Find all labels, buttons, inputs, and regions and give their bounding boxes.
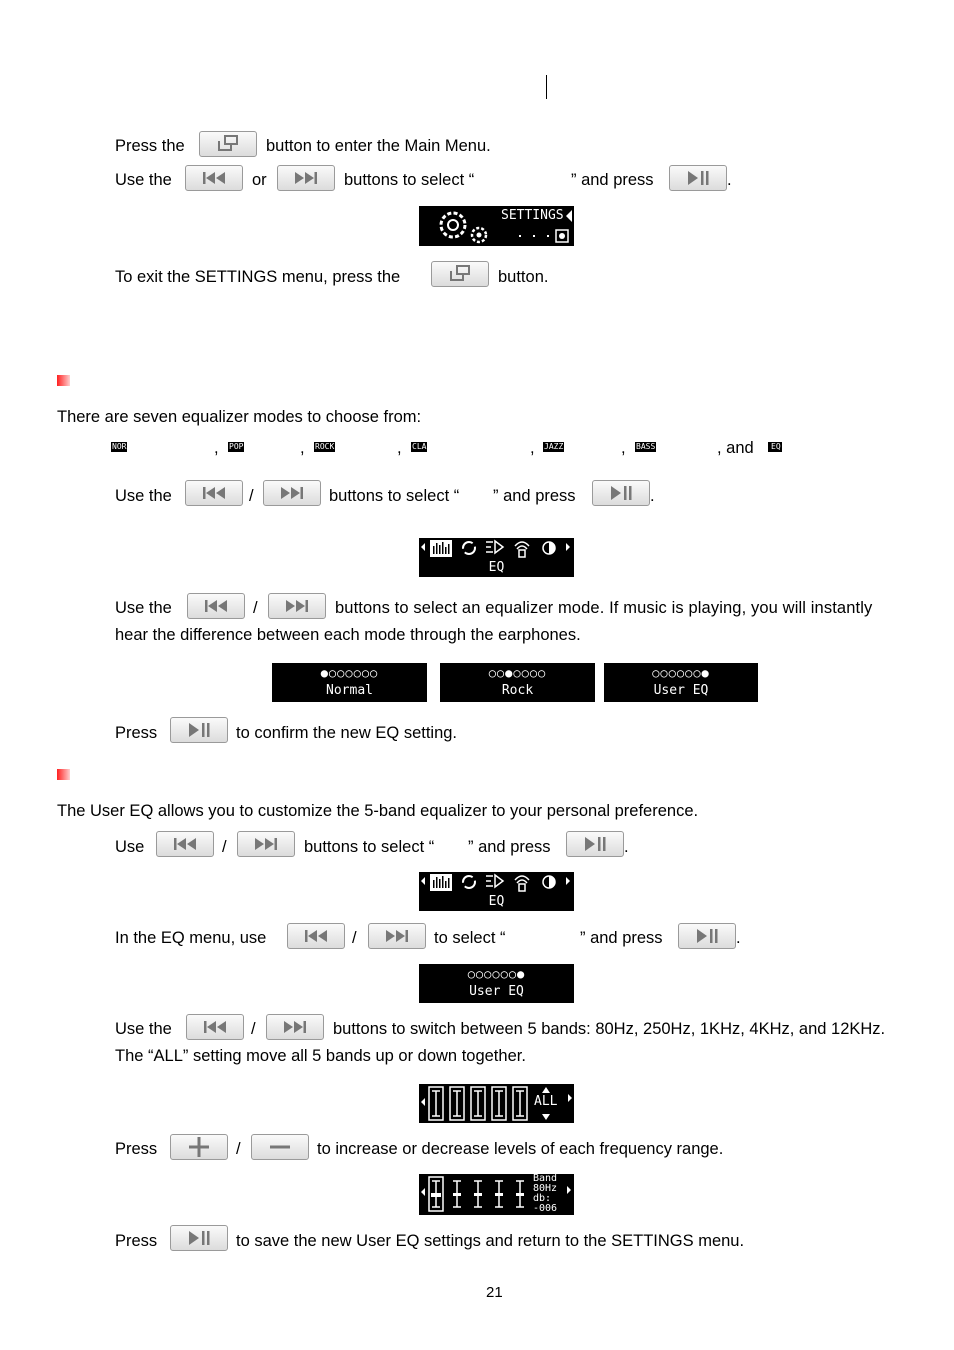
mode-dots: ○○○○○○● — [652, 666, 710, 680]
play-pause-icon — [186, 722, 212, 738]
mode-dots: ○○○○○○● — [467, 967, 526, 981]
line6-text: Press — [115, 724, 158, 742]
band-label: Band — [533, 1173, 558, 1184]
prev-button — [185, 165, 243, 191]
user-eq-screen — [419, 964, 574, 1003]
eq-menu-screen — [419, 872, 574, 911]
prev-icon — [202, 599, 230, 613]
mode-dots: ○○●○○○○ — [488, 666, 547, 680]
play-pause-icon — [694, 928, 720, 944]
mode-label: User EQ — [469, 984, 524, 999]
line2-or: or — [252, 171, 267, 189]
slash: / — [222, 838, 227, 856]
eq-screen-label: EQ — [488, 894, 505, 909]
play-pause-icon — [186, 1230, 212, 1246]
header-rule — [546, 75, 547, 99]
plus-button — [170, 1134, 228, 1160]
eq-intro-text: There are seven equalizer modes to choose from: — [57, 408, 422, 426]
eq-mode-chip: CLA — [412, 442, 427, 451]
line2-text: Use the — [115, 171, 172, 189]
line4-press: ” and press — [493, 487, 576, 505]
play-pause-button — [170, 1225, 228, 1251]
slash: / — [249, 487, 254, 505]
menu-icon — [216, 135, 240, 153]
eq-mode-chip: EQ — [768, 442, 782, 452]
line7-press: ” and press — [468, 838, 551, 856]
section-bullet-icon — [57, 375, 70, 386]
play-pause-icon — [685, 170, 711, 186]
prev-icon — [302, 929, 330, 943]
line3-text-post: button. — [498, 268, 549, 286]
band-80hz-screen — [419, 1174, 574, 1215]
prev-button — [156, 831, 214, 857]
eq-menu-icons — [419, 872, 574, 896]
section-bullet-icon — [57, 769, 70, 780]
menu-button-exit — [431, 261, 489, 287]
line8-select: to select “ — [434, 929, 506, 947]
line5-text: Use the — [115, 599, 172, 617]
line4-select: buttons to select “ — [329, 487, 460, 505]
next-button — [263, 480, 321, 506]
band-frequency: 80Hz — [533, 1183, 558, 1194]
mode-label: User EQ — [653, 683, 709, 698]
line8-text: In the EQ menu, use — [115, 929, 267, 947]
slash: / — [253, 599, 258, 617]
prev-button — [187, 593, 245, 619]
slash: / — [352, 929, 357, 947]
line9-text-post: buttons to switch between 5 bands: 80Hz, 250Hz, 1KHz, 4KHz, and 12KHz. — [333, 1020, 886, 1038]
line10-text-post: to increase or decrease levels of each frequency range. — [317, 1140, 724, 1158]
prev-button — [186, 1014, 244, 1040]
prev-icon — [200, 486, 228, 500]
next-button — [368, 923, 426, 949]
eq-mode-chip: POP — [229, 442, 244, 451]
line9-text: Use the — [115, 1020, 172, 1038]
line5-text-post: buttons to select an equalizer mode. If music is playing, you will instantly — [335, 599, 873, 617]
mode-screen-normal — [272, 663, 427, 702]
eq-menu-screen — [419, 538, 574, 577]
settings-screen-label: SETTINGS — [501, 208, 564, 223]
settings-screen — [419, 206, 574, 246]
mode-screen-user-eq — [604, 663, 758, 702]
eq-mode-chip: NOR — [112, 442, 127, 451]
prev-icon — [171, 837, 199, 851]
line2-select: buttons to select “ — [344, 171, 475, 189]
mode-dots: ●○○○○○○ — [320, 666, 379, 680]
play-pause-icon — [582, 836, 608, 852]
next-icon — [278, 486, 306, 500]
play-pause-button — [170, 717, 228, 743]
line11-text-post: to save the new User EQ settings and return to the SETTINGS menu. — [236, 1232, 745, 1250]
line5-text-cont: hear the difference between each mode through the earphones. — [115, 626, 581, 644]
band-db-label: db: — [533, 1193, 552, 1204]
next-button — [277, 165, 335, 191]
prev-button — [185, 480, 243, 506]
next-icon — [283, 599, 311, 613]
minus-icon — [269, 1144, 291, 1150]
eq-mode-chip: ROCK — [315, 442, 335, 451]
mode-screen-rock — [440, 663, 595, 702]
prev-button — [287, 923, 345, 949]
line4-end: . — [650, 487, 655, 505]
separator: , — [621, 439, 626, 457]
line7-end: . — [624, 838, 629, 856]
next-button — [237, 831, 295, 857]
separator: , — [214, 439, 219, 457]
line7-select: buttons to select “ — [304, 838, 435, 856]
menu-button — [199, 131, 257, 157]
band-db-value: -006 — [533, 1203, 558, 1214]
menu-icon — [448, 265, 472, 283]
line7-text: Use — [115, 838, 145, 856]
eq-mode-chip: JAZZ — [544, 442, 564, 451]
next-icon — [292, 171, 320, 185]
line8-press: ” and press — [580, 929, 663, 947]
line3-text: To exit the SETTINGS menu, press the — [115, 268, 401, 286]
play-pause-button — [592, 480, 650, 506]
next-icon — [252, 837, 280, 851]
next-button — [268, 593, 326, 619]
prev-icon — [201, 1020, 229, 1034]
play-pause-button — [678, 923, 736, 949]
user-eq-intro-text: The User EQ allows you to customize the 5-band equalizer to your personal preference. — [57, 802, 699, 820]
eq-mode-chip: BASS — [636, 442, 656, 451]
line10-text: Press — [115, 1140, 158, 1158]
next-icon — [383, 929, 411, 943]
slash: / — [236, 1140, 241, 1158]
slash: / — [251, 1020, 256, 1038]
line2-end: . — [727, 171, 732, 189]
play-pause-icon — [608, 485, 634, 501]
prev-icon — [200, 171, 228, 185]
band-all-screen — [419, 1084, 574, 1123]
next-button — [266, 1014, 324, 1040]
separator: , — [530, 439, 535, 457]
separator-and: , and — [717, 439, 754, 457]
separator: , — [300, 439, 305, 457]
next-icon — [281, 1020, 309, 1034]
all-label: ALL — [534, 1094, 558, 1109]
mode-label: Normal — [326, 683, 373, 698]
plus-icon — [188, 1136, 210, 1158]
separator: , — [397, 439, 402, 457]
play-pause-button — [566, 831, 624, 857]
line1-text-post: button to enter the Main Menu. — [266, 137, 491, 155]
line1-text: Press the — [115, 137, 185, 155]
minus-button — [251, 1134, 309, 1160]
line8-end: . — [736, 929, 741, 947]
line6-text-post: to confirm the new EQ setting. — [236, 724, 458, 742]
line9-text-cont: The “ALL” setting move all 5 bands up or down together. — [115, 1047, 526, 1065]
mode-label: Rock — [501, 683, 534, 698]
line4-text: Use the — [115, 487, 172, 505]
eq-menu-icons — [419, 538, 574, 562]
eq-screen-label: EQ — [488, 560, 505, 575]
line2-press: ” and press — [571, 171, 654, 189]
page-number: 21 — [486, 1284, 503, 1301]
line11-text: Press — [115, 1232, 158, 1250]
play-pause-button — [669, 165, 727, 191]
